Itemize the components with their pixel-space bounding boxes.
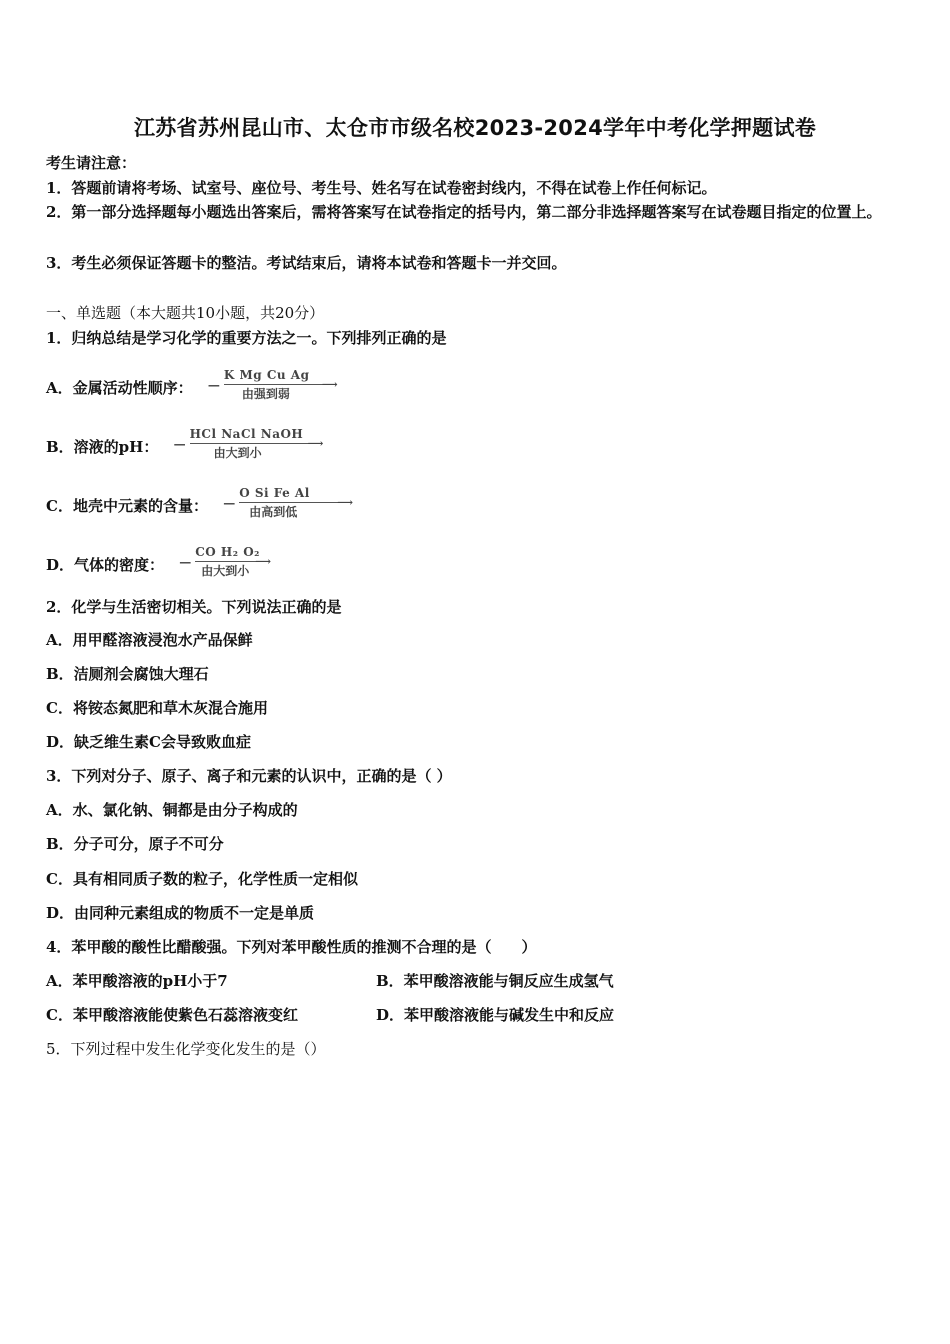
q4-stem: 4．苯甲酸的酸性比醋酸强。下列对苯甲酸性质的推测不合理的是（ ）: [46, 938, 537, 956]
q1-option-c-label: C．地壳中元素的含量：: [46, 497, 208, 515]
notice-item-3: 3．考生必须保证答题卡的整洁。考试结束后，请将本试卷和答题卡一并交回。: [46, 254, 567, 272]
q1-option-d-label: D．气体的密度：: [46, 556, 165, 574]
q1-option-c-arrow: — O Si Fe Al ⟶ 由高到低: [223, 486, 353, 519]
q1-option-d-order: 由大到小: [201, 564, 250, 578]
q1-option-b-arrow: — HCl NaCl NaOH ⟶ 由大到小: [173, 427, 324, 460]
q4-option-b: B．苯甲酸溶液能与铜反应生成氢气: [376, 972, 614, 990]
q1-option-a-label: A．金属活动性顺序：: [46, 379, 193, 397]
notice-item-2: 2．第一部分选择题每小题选出答案后，需将答案写在试卷指定的括号内，第二部分非选择题答案写在试卷题目指定的位置上。: [46, 203, 882, 221]
exam-title: 江苏省苏州昆山市、太仓市市级名校2023-2024学年中考化学押题试卷: [133, 116, 817, 140]
q1-option-b-sequence: HCl NaCl NaOH: [189, 427, 304, 441]
q1-option-d-sequence: CO H₂ O₂: [195, 545, 260, 559]
section-heading: 一、单选题（本大题共10小题，共20分）: [46, 304, 325, 322]
q2-option-c: C．将铵态氮肥和草木灰混合施用: [46, 699, 268, 717]
notice-item-1: 1．答题前请将考场、试室号、座位号、考生号、姓名写在试卷密封线内，不得在试卷上作任何标记。: [46, 179, 717, 197]
q2-stem: 2．化学与生活密切相关。下列说法正确的是: [46, 598, 342, 616]
q3-option-b: B．分子可分，原子不可分: [46, 835, 224, 853]
q3-stem: 3．下列对分子、原子、离子和元素的认识中，正确的是（ ）: [46, 767, 452, 785]
q4-option-d: D．苯甲酸溶液能与碱发生中和反应: [376, 1006, 615, 1024]
q1-option-a-order: 由强到弱: [241, 387, 290, 401]
q3-option-a: A．水、氯化钠、铜都是由分子构成的: [46, 801, 298, 819]
q1-option-b-label: B．溶液的pH：: [46, 438, 159, 456]
q3-option-c: C．具有相同质子数的粒子，化学性质一定相似: [46, 870, 358, 888]
q3-option-d: D．由同种元素组成的物质不一定是单质: [46, 904, 315, 922]
q1-option-d: [46, 545, 295, 583]
q1-option-d-arrow: — CO H₂ O₂ ⟶ 由大到小: [179, 545, 272, 578]
q1-option-a-arrow: — K Mg Cu Ag ⟶ 由强到弱: [207, 368, 338, 401]
q4-option-c: C．苯甲酸溶液能使紫色石蕊溶液变红: [46, 1006, 298, 1024]
q2-option-b: B．洁厕剂会腐蚀大理石: [46, 665, 209, 683]
q4-option-a: A．苯甲酸溶液的pH小于7: [46, 972, 228, 990]
q2-option-a: A．用甲醛溶液浸泡水产品保鲜: [46, 631, 253, 649]
q1-option-c-sequence: O Si Fe Al: [239, 486, 310, 500]
q1-option-a: [46, 368, 338, 406]
notice-heading: 考生请注意：: [46, 154, 137, 172]
q1-option-c: [46, 486, 353, 524]
q5-stem: 5．下列过程中发生化学变化发生的是（）: [46, 1040, 326, 1058]
q1-option-b-order: 由大到小: [213, 446, 262, 460]
q1-stem: 1．归纳总结是学习化学的重要方法之一。下列排列正确的是: [46, 329, 447, 347]
q1-option-b: [46, 427, 324, 465]
q1-option-a-sequence: K Mg Cu Ag: [223, 368, 310, 382]
q2-option-d: D．缺乏维生素C会导致败血症: [46, 733, 251, 751]
q1-option-c-order: 由高到低: [249, 505, 298, 519]
